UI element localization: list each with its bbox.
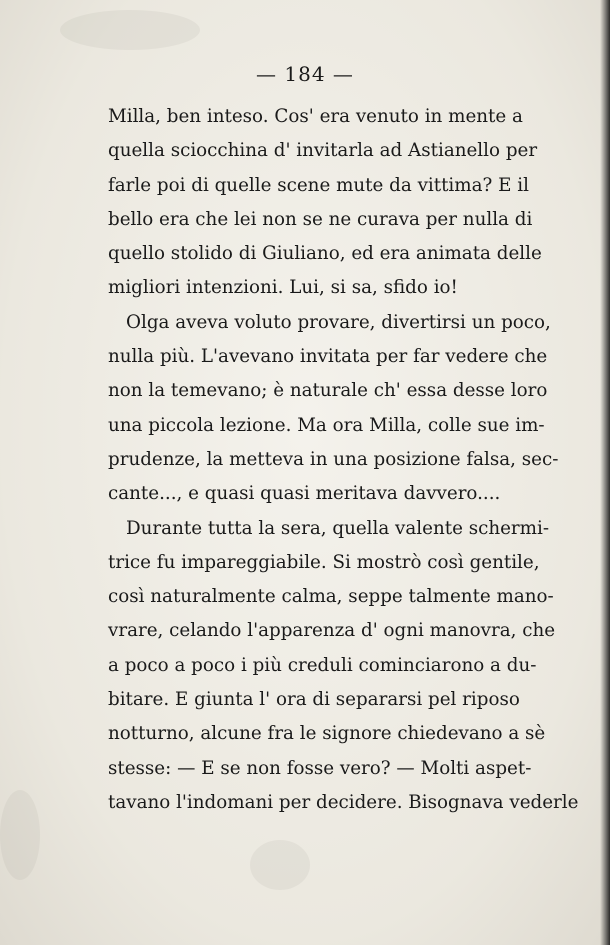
text-line: non la temevano; è naturale ch' essa desse loro [108,380,548,402]
text-line: Olga aveva voluto provare, divertirsi un poco, [126,311,551,333]
text-line: migliori intenzioni. Lui, si sa, sfido io! [108,277,458,299]
paper-stain [0,790,40,880]
text-line: una piccola lezione. Ma ora Milla, colle sue im- [108,414,545,436]
text-line: cante..., e quasi quasi meritava davvero.... [108,483,501,505]
text-line: quella sciocchina d' invitarla ad Astianello per [108,140,538,162]
text-line: vrare, celando l'apparenza d' ogni manovra, che [108,620,556,642]
text-line: prudenze, la metteva in una posizione falsa, sec- [108,448,559,470]
text-line: Milla, ben inteso. Cos' era venuto in mente a [108,106,523,127]
page-edge-shadow [600,0,610,945]
text-line: trice fu impareggiabile. Si mostrò così gentile, [108,551,540,573]
text-line: stesse: — E se non fosse vero? — Molti aspet- [108,757,532,779]
text-line: quello stolido di Giuliano, ed era animata delle [108,243,542,265]
text-line: nulla più. L'avevano invitata per far vedere che [108,346,548,368]
text-line: così naturalmente calma, seppe talmente mano- [108,586,554,608]
text-line: notturno, alcune fra le signore chiedevano a sè [108,723,546,745]
text-line: farle poi di quelle scene mute da vittima? E il [108,174,529,196]
text-line: bitare. E giunta l' ora di separarsi pel riposo [108,689,520,711]
body-text [108,100,579,820]
text-line: bello era che lei non se ne curava per nulla di [108,208,533,230]
paper-stain [250,840,310,890]
paper-stain [60,10,200,50]
text-line: Durante tutta la sera, quella valente schermi- [126,517,550,539]
text-line: a poco a poco i più creduli cominciarono a du- [108,654,537,676]
page-number: — 184 — [256,62,354,86]
text-line: tavano l'indomani per decidere. Bisognava vederle [108,791,579,813]
